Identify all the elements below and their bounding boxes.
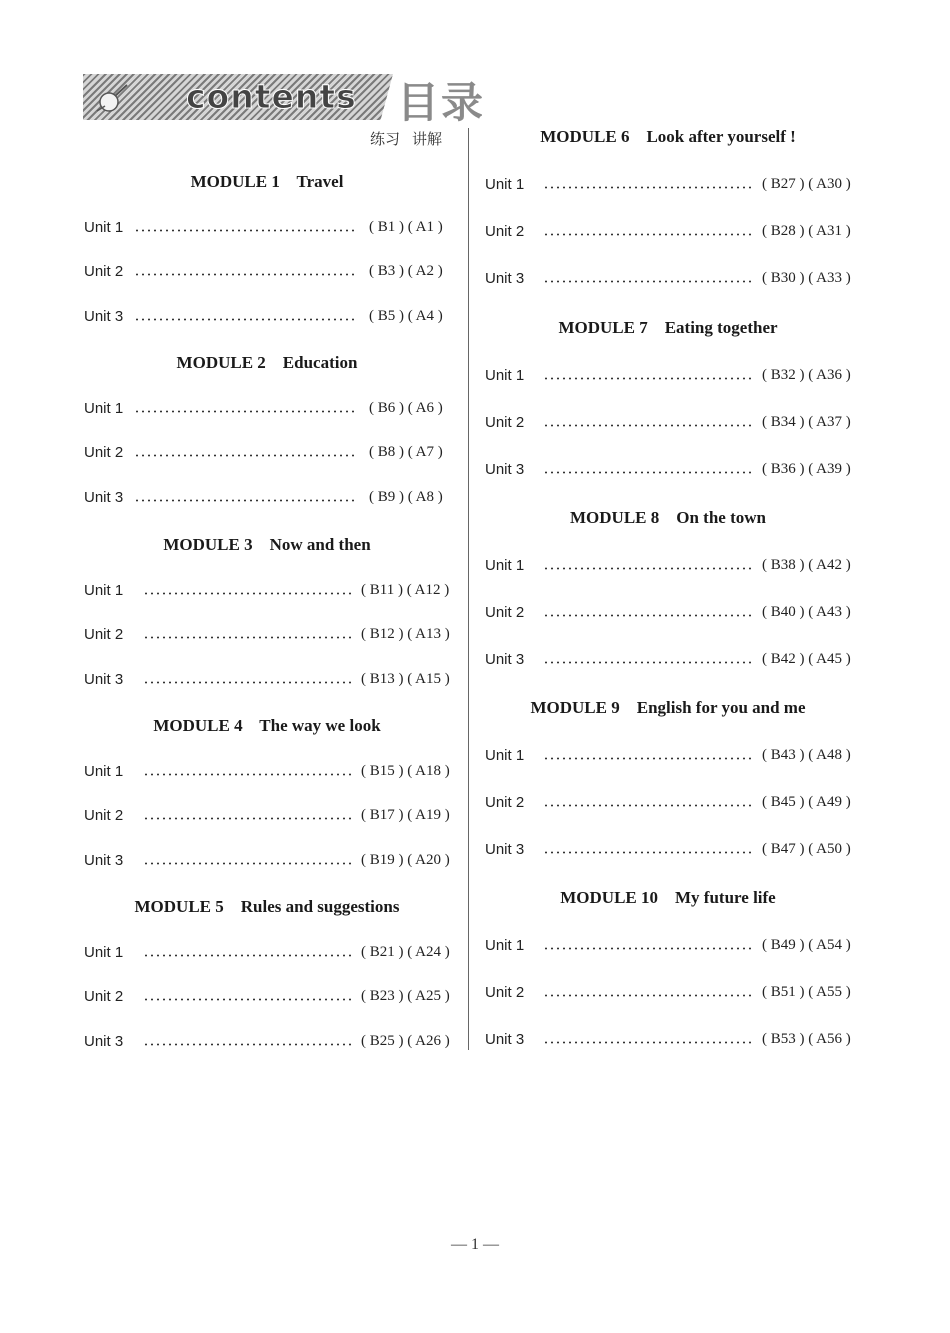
dot-leader bbox=[543, 424, 752, 427]
page-reference: ( B47 ) ( A50 ) bbox=[762, 841, 851, 857]
page-reference: ( B42 ) ( A45 ) bbox=[762, 651, 851, 667]
dot-leader bbox=[543, 757, 752, 760]
page-reference: ( B15 ) ( A18 ) bbox=[361, 763, 450, 779]
dot-leader bbox=[543, 377, 752, 380]
page-reference: ( B3 ) ( A2 ) bbox=[369, 263, 443, 279]
page-reference: ( B23 ) ( A25 ) bbox=[361, 988, 450, 1004]
page-reference: ( B38 ) ( A42 ) bbox=[762, 557, 851, 573]
dot-leader bbox=[134, 499, 358, 502]
unit-label: Unit 1 bbox=[485, 367, 525, 384]
unit-label: Unit 2 bbox=[84, 807, 124, 824]
unit-label: Unit 1 bbox=[485, 937, 525, 954]
dot-leader bbox=[143, 862, 351, 865]
dot-leader bbox=[543, 567, 752, 570]
unit-label: Unit 2 bbox=[485, 604, 525, 621]
dot-leader bbox=[143, 681, 351, 684]
module-title: MODULE 2 Education bbox=[176, 353, 358, 372]
unit-label: Unit 3 bbox=[84, 489, 124, 506]
unit-label: Unit 1 bbox=[485, 557, 525, 574]
page-reference: ( B12 ) ( A13 ) bbox=[361, 626, 450, 642]
dot-leader bbox=[134, 318, 358, 321]
dot-leader bbox=[134, 229, 358, 232]
page-reference: ( B1 ) ( A1 ) bbox=[369, 219, 443, 235]
unit-label: Unit 3 bbox=[84, 671, 124, 688]
unit-label: Unit 3 bbox=[84, 852, 124, 869]
unit-label: Unit 1 bbox=[485, 176, 525, 193]
column-divider bbox=[468, 128, 469, 1050]
page-reference: ( B27 ) ( A30 ) bbox=[762, 176, 851, 192]
dot-leader bbox=[543, 851, 752, 854]
unit-label: Unit 2 bbox=[84, 444, 124, 461]
page-reference: ( B28 ) ( A31 ) bbox=[762, 223, 851, 239]
page-title: 目录 bbox=[397, 78, 486, 127]
page-reference: ( B9 ) ( A8 ) bbox=[369, 489, 443, 505]
page-reference: ( B17 ) ( A19 ) bbox=[361, 807, 450, 823]
page-reference: ( B21 ) ( A24 ) bbox=[361, 944, 450, 960]
legend-explain: 讲解 bbox=[412, 130, 443, 148]
page-reference: ( B30 ) ( A33 ) bbox=[762, 270, 851, 286]
page-reference: ( B6 ) ( A6 ) bbox=[369, 400, 443, 416]
unit-label: Unit 3 bbox=[485, 651, 525, 668]
dot-leader bbox=[543, 994, 752, 997]
page-reference: ( B49 ) ( A54 ) bbox=[762, 937, 851, 953]
unit-label: Unit 3 bbox=[485, 1031, 525, 1048]
page-reference: ( B45 ) ( A49 ) bbox=[762, 794, 851, 810]
page-reference: ( B53 ) ( A56 ) bbox=[762, 1031, 851, 1047]
unit-label: Unit 2 bbox=[84, 263, 124, 280]
module-title: MODULE 4 The way we look bbox=[153, 716, 381, 735]
module-title: MODULE 9 English for you and me bbox=[530, 698, 806, 717]
dot-leader bbox=[143, 636, 351, 639]
dot-leader bbox=[134, 454, 358, 457]
unit-label: Unit 1 bbox=[485, 747, 525, 764]
pushpin-icon bbox=[95, 84, 129, 114]
unit-label: Unit 2 bbox=[84, 988, 124, 1005]
page-reference: ( B25 ) ( A26 ) bbox=[361, 1033, 450, 1049]
module-title: MODULE 5 Rules and suggestions bbox=[134, 897, 400, 916]
module-title: MODULE 1 Travel bbox=[190, 172, 344, 191]
dot-leader bbox=[543, 804, 752, 807]
module-title: MODULE 8 On the town bbox=[570, 508, 766, 527]
unit-label: Unit 1 bbox=[84, 944, 124, 961]
page-reference: ( B40 ) ( A43 ) bbox=[762, 604, 851, 620]
dot-leader bbox=[543, 471, 752, 474]
module-title: MODULE 3 Now and then bbox=[163, 535, 371, 554]
unit-label: Unit 3 bbox=[485, 461, 525, 478]
dot-leader bbox=[543, 1041, 752, 1044]
contents-banner bbox=[83, 74, 493, 127]
dot-leader bbox=[143, 592, 351, 595]
unit-label: Unit 1 bbox=[84, 219, 124, 236]
dot-leader bbox=[543, 280, 752, 283]
page-reference: ( B51 ) ( A55 ) bbox=[762, 984, 851, 1000]
page-reference: ( B5 ) ( A4 ) bbox=[369, 308, 443, 324]
page-reference: ( B43 ) ( A48 ) bbox=[762, 747, 851, 763]
dot-leader bbox=[143, 998, 351, 1001]
module-title: MODULE 10 My future life bbox=[560, 888, 776, 907]
dot-leader bbox=[143, 817, 351, 820]
unit-label: Unit 2 bbox=[485, 223, 525, 240]
unit-label: Unit 2 bbox=[485, 794, 525, 811]
page-reference: ( B11 ) ( A12 ) bbox=[361, 582, 450, 598]
page-reference: ( B8 ) ( A7 ) bbox=[369, 444, 443, 460]
page-reference: ( B13 ) ( A15 ) bbox=[361, 671, 450, 687]
page-reference: ( B36 ) ( A39 ) bbox=[762, 461, 851, 477]
unit-label: Unit 2 bbox=[485, 414, 525, 431]
module-title: MODULE 7 Eating together bbox=[558, 318, 778, 337]
dot-leader bbox=[134, 410, 358, 413]
unit-label: Unit 3 bbox=[84, 308, 124, 325]
page-number: — 1 — bbox=[451, 1236, 499, 1253]
dot-leader bbox=[143, 954, 351, 957]
dot-leader bbox=[543, 661, 752, 664]
unit-label: Unit 1 bbox=[84, 400, 124, 417]
dot-leader bbox=[543, 233, 752, 236]
dot-leader bbox=[543, 947, 752, 950]
dot-leader bbox=[543, 614, 752, 617]
unit-label: Unit 2 bbox=[485, 984, 525, 1001]
page-reference: ( B19 ) ( A20 ) bbox=[361, 852, 450, 868]
page-reference: ( B32 ) ( A36 ) bbox=[762, 367, 851, 383]
banner-contents-word: contents bbox=[186, 77, 357, 116]
page-reference: ( B34 ) ( A37 ) bbox=[762, 414, 851, 430]
module-title: MODULE 6 Look after yourself ! bbox=[540, 127, 796, 146]
legend-practice: 练习 bbox=[370, 130, 401, 148]
unit-label: Unit 1 bbox=[84, 582, 124, 599]
unit-label: Unit 3 bbox=[84, 1033, 124, 1050]
unit-label: Unit 2 bbox=[84, 626, 124, 643]
unit-label: Unit 3 bbox=[485, 841, 525, 858]
dot-leader bbox=[543, 186, 752, 189]
column-legend bbox=[370, 128, 454, 149]
dot-leader bbox=[143, 1043, 351, 1046]
dot-leader bbox=[143, 773, 351, 776]
dot-leader bbox=[134, 273, 358, 276]
unit-label: Unit 3 bbox=[485, 270, 525, 287]
unit-label: Unit 1 bbox=[84, 763, 124, 780]
